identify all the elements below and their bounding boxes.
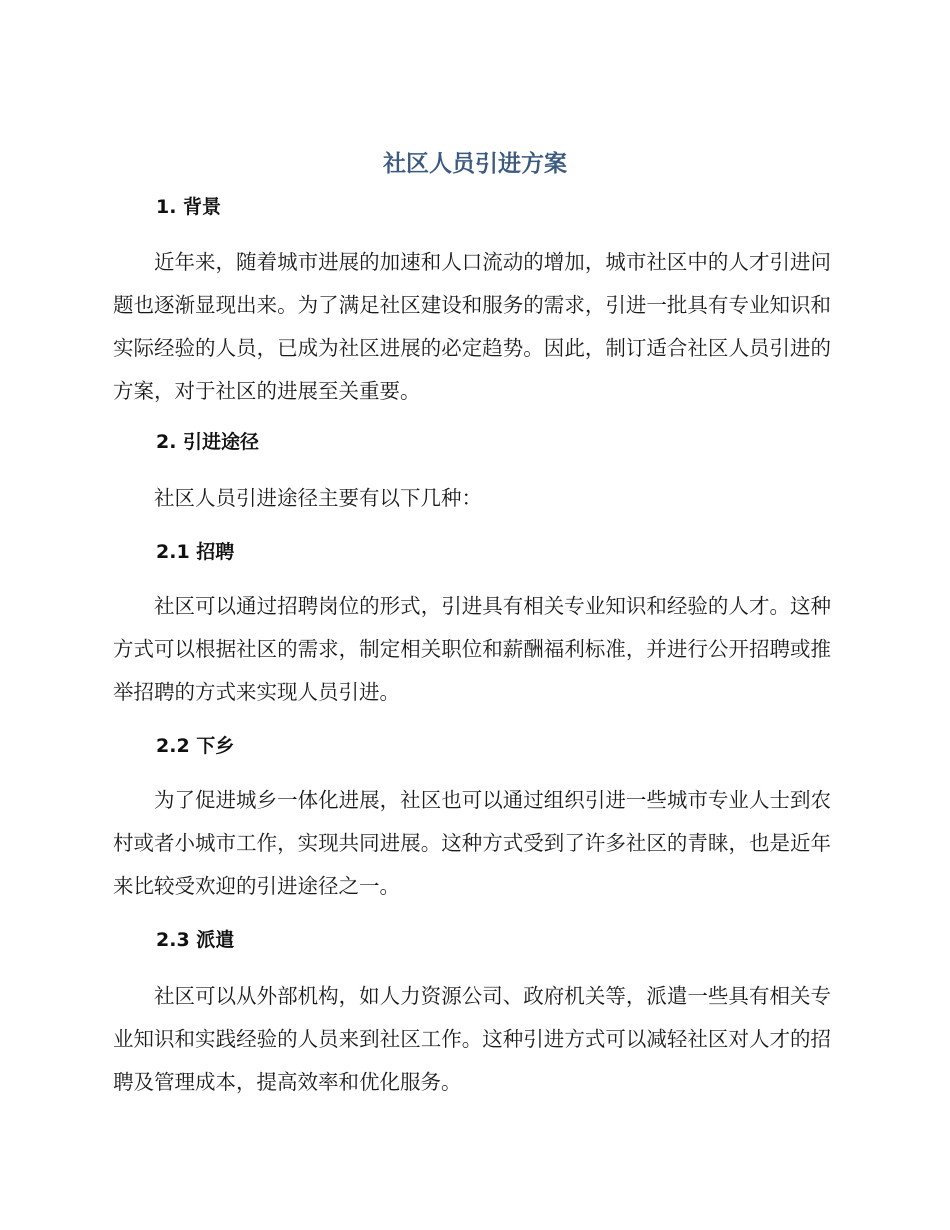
section-heading-background: 1. 背景 — [156, 196, 222, 218]
section-heading-recruitment: 2.1 招聘 — [156, 541, 235, 563]
section-heading-dispatch: 2.3 派遣 — [156, 929, 235, 951]
section-paragraph-countryside: 为了促进城乡一体化进展，社区也可以通过组织引进一些城市专业人士到农村或者小城市工作，实现共同进展。这种方式受到了许多社区的青睐，也是近年来比较受欢迎的引进途径之一。 — [113, 788, 831, 898]
section-heading-channels: 2. 引进途径 — [156, 431, 260, 453]
section-paragraph-dispatch: 社区可以从外部机构，如人力资源公司、政府机关等，派遣一些具有相关专业知识和实践经验的人员来到社区工作。这种引进方式可以减轻社区对人才的招聘及管理成本，提高效率和优化服务。 — [113, 984, 831, 1094]
section-heading-countryside: 2.2 下乡 — [156, 735, 235, 757]
section-paragraph-background: 近年来，随着城市进展的加速和人口流动的增加，城市社区中的人才引进问题也逐渐显现出来。为了满足社区建设和服务的需求，引进一批具有专业知识和实际经验的人员，已成为社区进展的必定趋势。因此，制订适合社区人员引进的方案，对于社区的进展至关重要。 — [113, 250, 831, 403]
section-paragraph-recruitment: 社区可以通过招聘岗位的形式，引进具有相关专业知识和经验的人才。这种方式可以根据社区的需求，制定相关职位和薪酬福利标准，并进行公开招聘或推举招聘的方式来实现人员引进。 — [113, 594, 831, 704]
document-title: 社区人员引进方案 — [383, 151, 567, 177]
section-paragraph-channels: 社区人员引进途径主要有以下几种： — [154, 486, 482, 510]
